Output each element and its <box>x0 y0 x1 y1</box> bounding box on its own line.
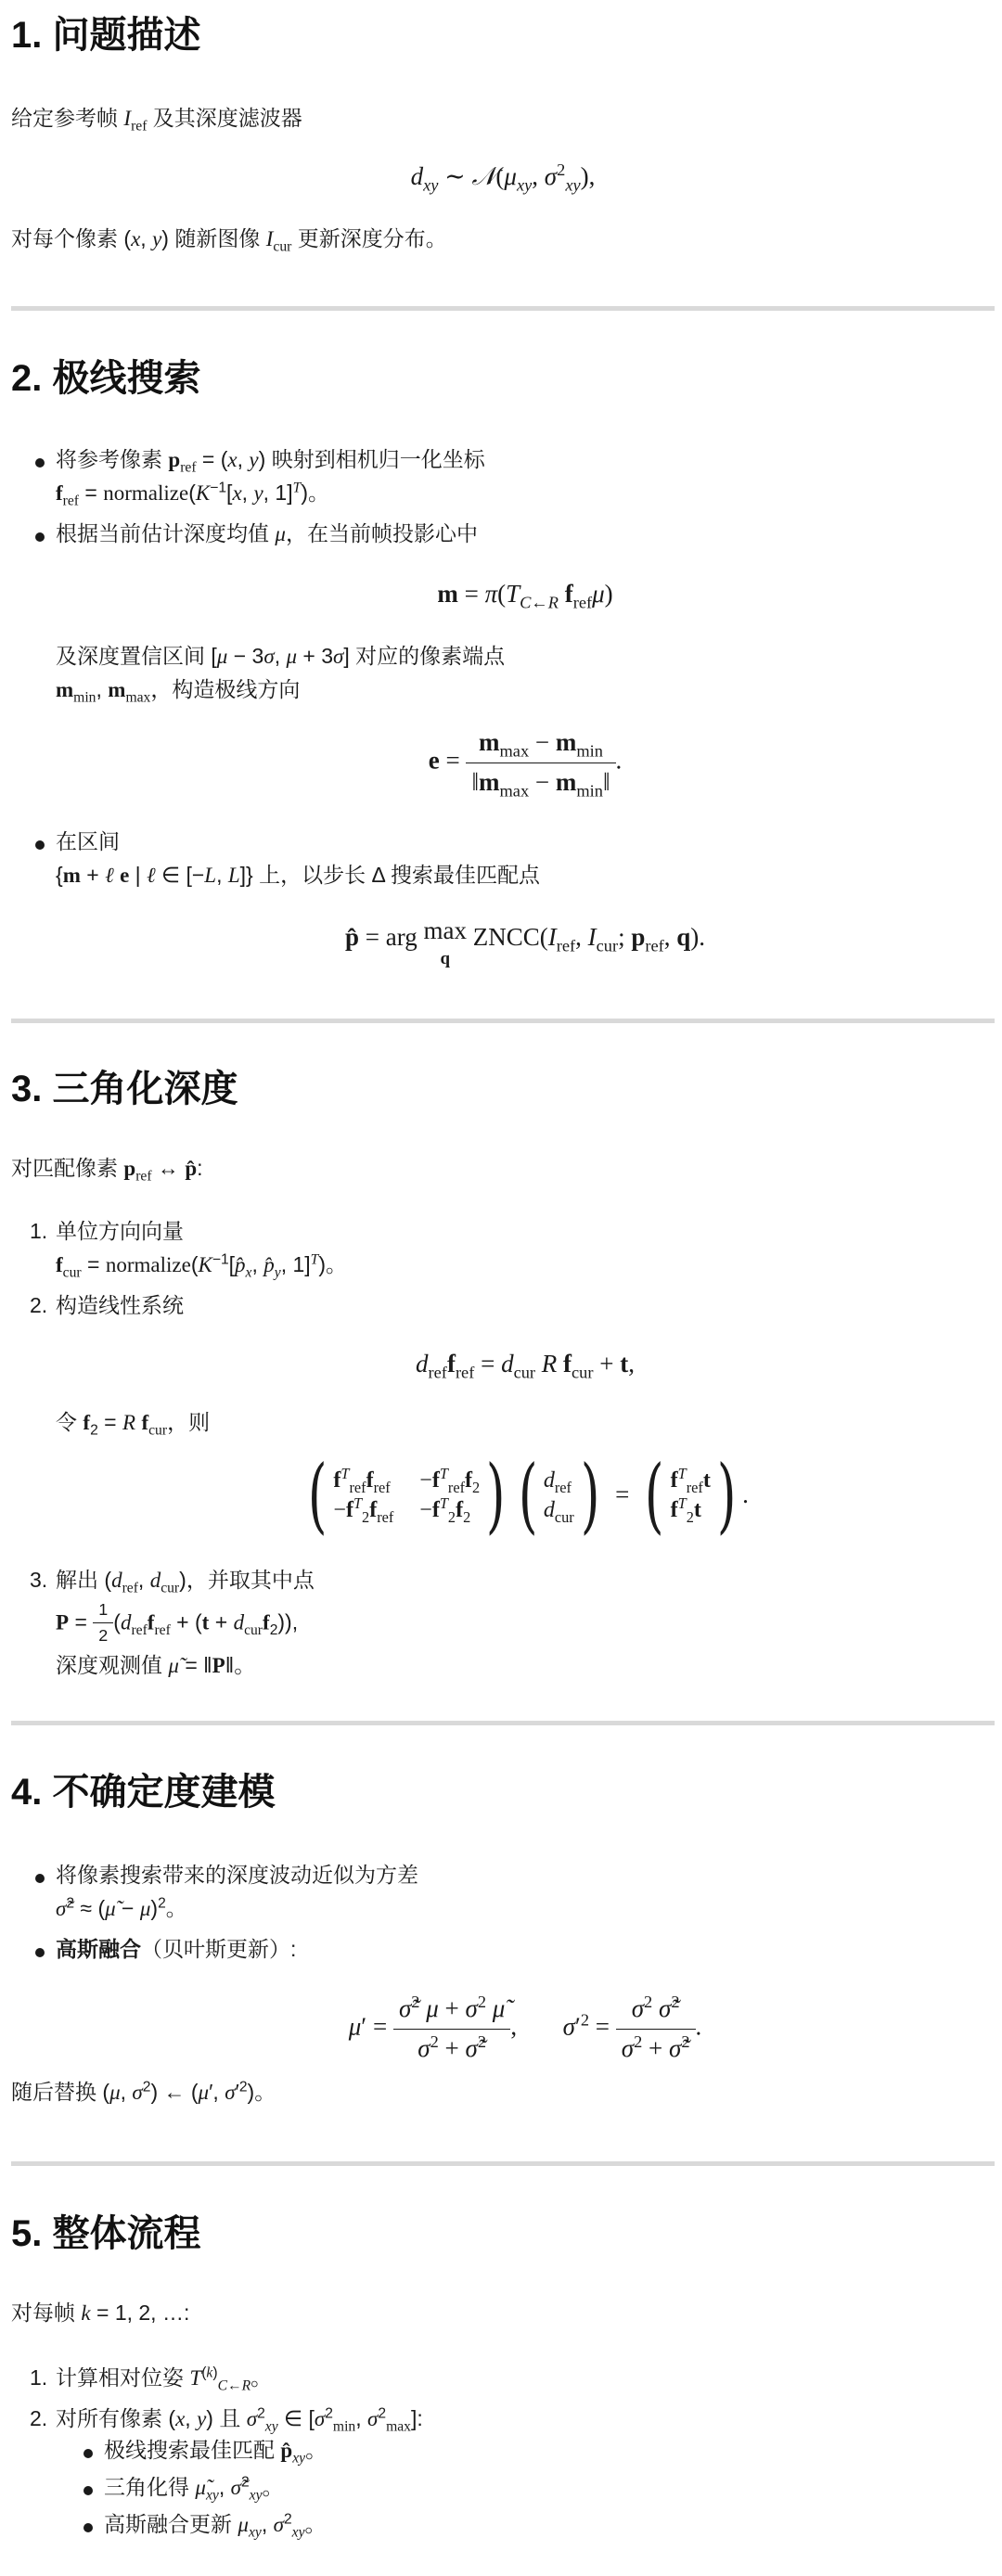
divider <box>11 306 995 311</box>
list-number: 1. <box>30 1219 48 1243</box>
s5-sub-3: 高斯融合更新 $\mu_{xy}$, $\sigma^2_{xy}$。 <box>104 2511 327 2541</box>
bullet-icon <box>35 1874 45 1883</box>
bullet-icon <box>35 458 45 468</box>
section-2-title: 2. 极线搜索 <box>11 358 201 399</box>
bullet-icon <box>35 532 45 542</box>
s2-eq-zncc: p̂ = arg max q $ZNCC(I_{ref}$, $I_{cur}$; $p_{ref}$, q). <box>344 916 706 968</box>
s4-bullet-1: 将像素搜索带来的深度波动近似为方差 σ̃$^2$ ≈ (μ̃ − μ)$^2$。 <box>56 1863 418 1920</box>
s3-eq-matrix: ( $f^T_{ref}f_{ref}$ $-f^T_{ref}f_2$ $-f^T_2f_{ref}$ $-f^T_2f_2$ ) ( $d_{ref}$ $d_{cur}$ ) = ( $f^T_{ref}t$ $f^T_2t$ ) . <box>307 1447 749 1543</box>
s1-intro: 给定参考帧 $I_{ref}$ 及其深度滤波器 <box>11 106 302 135</box>
s3-intro: 对匹配像素 $p_{ref}$ ↔ p̂: <box>11 1156 203 1185</box>
s3-let: 令 $f_2 = R$ $f_{cur}$，则 <box>56 1410 211 1439</box>
s3-eq-linear: $d_{ref}f_{ref} = d_{cur}$ R $f_{cur} + t$, <box>416 1350 635 1382</box>
s3-item-2: 构造线性系统 <box>56 1293 184 1317</box>
divider <box>11 1019 995 1023</box>
s2-bullet-1: 将参考像素 $p_{ref} = (x$, y) 映射到相机归一化坐标 $f_{ref}$ = $normalize(K^{-1}[x$, y, 1]$^T$)。 <box>56 447 485 509</box>
bullet-icon <box>84 2449 93 2458</box>
s2-eq-projection: $m = \pi(T_{C\leftarrow R}$ $f_{ref}\mu$) <box>437 580 613 612</box>
s5-sub-2: 三角化得 $\mũ_{xy}$, σ̃$^2_{xy}$。 <box>104 2474 284 2504</box>
divider <box>11 1721 995 1725</box>
s2-bullet-3: 在区间 {m + ℓ e | ℓ ∈ [−L, L]} 上，以步长 Δ 搜索最佳匹配点 <box>56 829 540 887</box>
bullet-icon <box>84 2486 93 2495</box>
s4-bullet-2: 高斯融合（贝叶斯更新）: <box>56 1937 297 1961</box>
list-number: 2. <box>30 2406 48 2430</box>
bullet-icon <box>35 1948 45 1957</box>
s4-eq-fusion: μ′ = $\frac{\sigmã^2 \mu + \sigma^2 \mũ}{\sigma^2 + \sigmã^2}$ , $\sigma'^2$ = $\frac{\sigma^2 \sigmã^2}{\sigma^2 + \sigmã^2}$ . <box>33 1990 1002 2069</box>
s2-eq-direction: e = $\frac{m_{max} - m_{min}}{‖m_{max} - m_{min}‖}$ . <box>33 724 1002 802</box>
s5-item-1: 计算相对位姿 $T^{(k)}_{C\leftarrow R}$。 <box>56 2365 273 2394</box>
section-5-title: 5. 整体流程 <box>11 2213 201 2254</box>
list-number: 1. <box>30 2365 48 2390</box>
bullet-icon <box>35 840 45 850</box>
s1-after: 对每个像素 (x, y) 随新图像 $I_{cur}$ 更新深度分布。 <box>11 226 447 255</box>
section-1-title: 1. 问题描述 <box>11 15 201 56</box>
s5-sub-1: 极线搜索最佳匹配 $p̂_{xy}$。 <box>104 2438 328 2467</box>
section-4-title: 4. 不确定度建模 <box>11 1772 276 1813</box>
s2-bullet-2: 根据当前估计深度均值 μ，在当前帧投影心中 <box>56 521 478 545</box>
s3-item-3: 解出 ($d_{ref}$, $d_{cur}$)，并取其中点 P = $\frac{1}{2}$ $(d_{ref}f_{ref} + (t + d_{cur}f_2))$, 深度观测值 μ̃ = ‖P‖。 <box>56 1568 315 1678</box>
s1-equation: $d_{xy}$ ∼ $𝒩(\mu_{xy}$, $\sigma^2_{xy}$), <box>410 160 596 195</box>
s3-item-1: 单位方向向量 $f_{cur}$ = $normalize(K^{-1}[p̂_x$, $p̂_y$, 1]$^T$)。 <box>56 1219 348 1281</box>
s5-item-2: 对所有像素 (x, y) 且 $\sigma^2_{xy}$ ∈ [$\sigma^2_{min}$, $\sigma^2_{max}$]: <box>56 2405 423 2435</box>
s4-after: 随后替换 (μ, $\sigma^2$) ← (μ′, $\sigma'^2$)。 <box>11 2079 276 2104</box>
divider <box>11 2161 995 2166</box>
section-3-title: 3. 三角化深度 <box>11 1069 238 1109</box>
s5-intro: 对每帧 k = 1, 2, …: <box>11 2300 190 2325</box>
s2-bullet-2-cont: 及深度置信区间 [μ − 3σ, μ + 3σ] 对应的像素端点 $m_{min}$, $m_{max}$，构造极线方向 <box>56 644 506 706</box>
list-number: 3. <box>30 1568 48 1592</box>
bullet-icon <box>84 2523 93 2532</box>
list-number: 2. <box>30 1293 48 1317</box>
